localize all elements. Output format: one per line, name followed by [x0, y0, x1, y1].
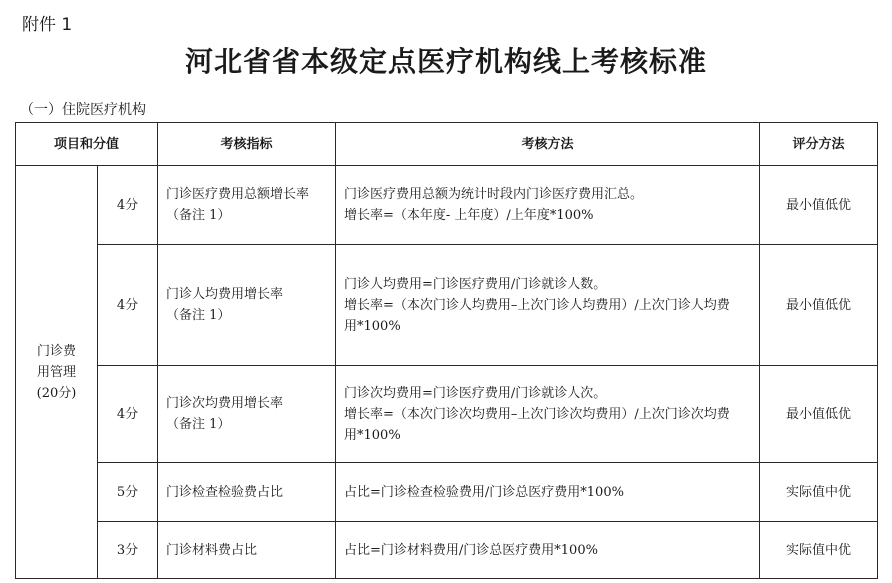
score-cell: 4分 [98, 166, 158, 245]
indicator-text: 门诊检查检验费占比 [166, 484, 284, 500]
score-cell: 4分 [98, 245, 158, 366]
attachment-label: 附件 1 [22, 15, 73, 35]
indicator-note: （备注 1） [166, 417, 231, 432]
table-row [16, 245, 878, 366]
header-indicator: 考核指标 [158, 123, 336, 166]
header-item-score: 项目和分值 [16, 123, 158, 166]
method-cell [336, 245, 760, 366]
indicator-cell [158, 522, 336, 579]
method-line: 门诊人均费用=门诊医疗费用/门诊就诊人数。 [344, 276, 607, 292]
method-cell [336, 366, 760, 463]
indicator-text: 门诊医疗费用总额增长率 [166, 187, 310, 202]
indicator-text: 门诊次均费用增长率 [166, 396, 284, 411]
method-line: 增长率=（本次门诊次均费用–上次门诊次均费用）/上次门诊次均费 [344, 406, 730, 422]
category-score: (20分) [36, 385, 77, 401]
method-cell [336, 463, 760, 522]
scoring-cell: 实际值中优 [760, 463, 878, 522]
table-row [16, 522, 878, 579]
scoring-cell: 最小值低优 [760, 366, 878, 463]
method-line: 用*100% [344, 318, 401, 334]
document-title: 河北省省本级定点医疗机构线上考核标准 [184, 45, 707, 78]
table-row [16, 463, 878, 522]
section-heading: （一）住院医疗机构 [20, 102, 146, 118]
indicator-cell [158, 366, 336, 463]
header-scoring: 评分方法 [760, 123, 878, 166]
indicator-cell [158, 463, 336, 522]
indicator-cell [158, 245, 336, 366]
indicator-text: 门诊材料费占比 [166, 542, 258, 558]
scoring-cell: 最小值低优 [760, 166, 878, 245]
method-cell [336, 522, 760, 579]
method-line: 用*100% [344, 427, 401, 443]
scoring-cell: 最小值低优 [760, 245, 878, 366]
method-line: 门诊医疗费用总额为统计时段内门诊医疗费用汇总。 [344, 187, 644, 202]
method-line: 门诊次均费用=门诊医疗费用/门诊就诊人次。 [344, 385, 607, 401]
category-line: 门诊费 [36, 343, 76, 359]
method-line: 占比=门诊材料费用/门诊总医疗费用*100% [344, 542, 598, 558]
indicator-cell [158, 166, 336, 245]
assessment-table [15, 122, 878, 579]
category-line: 用管理 [36, 364, 76, 380]
table-header-row [16, 123, 878, 166]
method-line: 增长率=（本年度- 上年度）/上年度*100% [344, 208, 594, 223]
indicator-note: （备注 1） [166, 308, 231, 323]
method-line: 占比=门诊检查检验费用/门诊总医疗费用*100% [344, 484, 624, 500]
indicator-text: 门诊人均费用增长率 [166, 287, 284, 302]
scoring-cell: 实际值中优 [760, 522, 878, 579]
score-cell: 4分 [98, 366, 158, 463]
category-cell [16, 166, 98, 579]
header-method: 考核方法 [336, 123, 760, 166]
score-cell: 5分 [98, 463, 158, 522]
score-cell: 3分 [98, 522, 158, 579]
indicator-note: （备注 1） [166, 208, 231, 223]
method-cell [336, 166, 760, 245]
table-row [16, 366, 878, 463]
table-row [16, 166, 878, 245]
method-line: 增长率=（本次门诊人均费用–上次门诊人均费用）/上次门诊人均费 [344, 297, 730, 313]
